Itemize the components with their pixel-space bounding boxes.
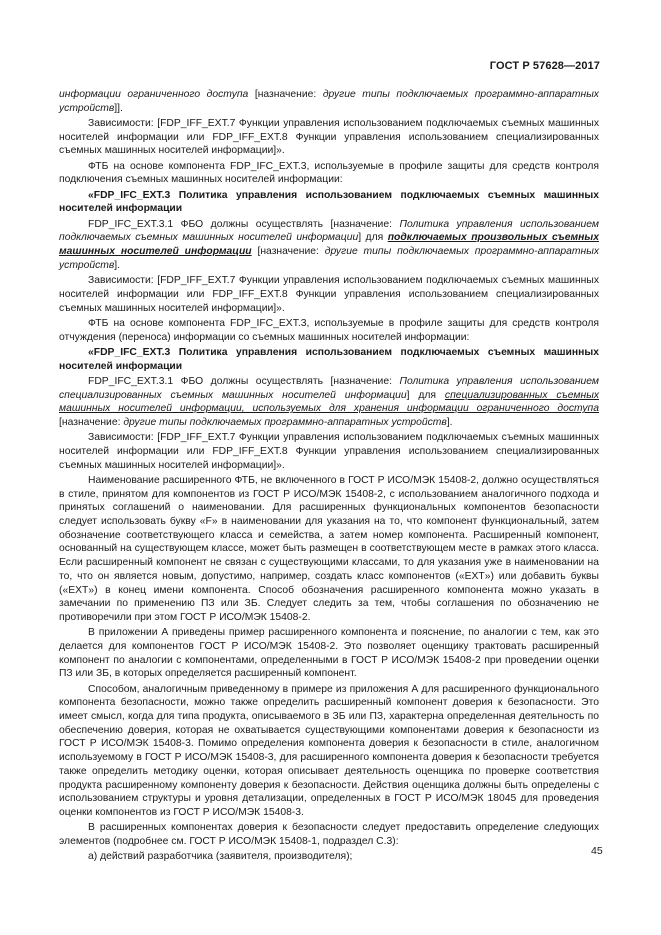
italic-text: информации ограниченного доступа (59, 89, 249, 100)
paragraph-assurance: Способом, аналогичным приведенному в примере из приложения А для расширенного функционального компонента безопасности, можно также определить расширенный компонент доверия к безопасности. Это имеет смысл, когда для типа продукта, описываемого в ЗБ или ПЗ, характерна определенная деятельность по обеспечению доверия, которая не охватывается существующими компонентами доверия к безопасности из ГОСТ Р ИСО/МЭК 15408-3. Помимо определения компонента доверия к безопасности в стиле, аналогичном используемому в ГОСТ Р ИСО/МЭК 15408-3, для расширенного компонента доверия к безопасности требуется также определить методику оценки, которая описывает деятельность оценщика по проверке соответствия продукта расширенному компоненту доверия к безопасности. Действия оценщика должны быть определены с использованием структуры и уровня детализации, определенных в ГОСТ Р ИСО/МЭК 18045 для проведения оценки компонентов из ГОСТ Р ИСО/МЭК 15408-3. (59, 683, 599, 818)
italic-text: другие типы подключаемых программно-аппаратных устройств (59, 89, 599, 114)
text: ]. (114, 259, 121, 271)
text: ]]. (114, 102, 123, 114)
text: FDP_IFC_EXT.3.1 ФБО должны осуществлять [назначение: (88, 375, 400, 387)
text: [назначение: (248, 89, 323, 100)
italic-text: другие типы подключаемых программно-аппаратных устройств (123, 416, 447, 428)
document-code-header: ГОСТ Р 57628—2017 (489, 60, 600, 72)
italic-text: другие типы подключаемых программно-аппаратных устройств (59, 246, 599, 271)
text: [назначение: (251, 246, 325, 258)
underlined-text: подключаемых произвольных съемных машинных носителей информации (59, 232, 599, 258)
page-number: 45 (591, 845, 603, 857)
text: [назначение: (59, 416, 124, 428)
italic-text: Политика управления использованием подключаемых съемных машинных носителей информации (59, 218, 599, 244)
text: ]. (446, 416, 453, 428)
text: FDP_IFC_EXT.3.1 ФБО должны осуществлять [назначение: (88, 218, 400, 230)
paragraph-element-2 (59, 375, 599, 430)
component-heading-2: «FDP_IFC_EXT.3 Политика управления использованием подключаемых съемных машинных носителей информации (59, 346, 599, 372)
paragraph-appendix: В приложении А приведены пример расширенного компонента и пояснение, по аналогии с тем, как это делается для компонентов ГОСТ Р ИСО/МЭК 15408-2. Это позволяет оценщику трактовать расширенный компонент по аналогии с компонентами, определенными в ГОСТ Р ИСО/МЭК 15408-2 при проведении оценки ПЗ или ЗБ, в которых определяется расширенный компонент. (59, 627, 599, 680)
paragraph-naming: Наименование расширенного ФТБ, не включенного в ГОСТ Р ИСО/МЭК 15408-2, должно осуществляться в стиле, принятом для компонентов из ГОСТ Р ИСО/МЭК 15408-2, с использованием аналогичного подхода и принятых соглашений о наименовании. Для расширенных функциональных компонентов безопасности следует использовать букву «F» в наименовании для указания на то, что компонент функциональный, затем обозначение соответствующего класса и семейства, а затем номер компонента. Расширенный компонент, основанный на существующем классе, может быть размещен в соответствующем месте в рамках этого класса. Если расширенный компонент не связан с существующими классами, то для указания уже в наименовании на то, что он является новым, допустимо, например, создать класс компонентов («EXT») или добавить буквы («EXT») в конец имени компонента. Способ обозначения расширенного компонента можно указать в замечании по применению ПЗ или ЗБ. Следует следить за тем, чтобы соглашения по обозначению не противоречили при этом ГОСТ Р ИСО/МЭК 15408-2. (59, 474, 599, 623)
paragraph-3: ФТБ на основе компонента FDP_IFC_EXT.3, используемые в профиле защиты для средств контроля подключения съемных машинных носителей информации: (59, 160, 599, 186)
paragraph-dependencies-3: Зависимости: [FDP_IFF_EXT.7 Функции управления использованием подключаемых съемных машинных носителей информации или FDP_IFF_EXT.8 Функции управления использованием специализированных съемных машинных носителей информации]». (59, 432, 599, 471)
paragraph-dependencies-1: Зависимости: [FDP_IFF_EXT.7 Функции управления использованием подключаемых съемных машинных носителей информации или FDP_IFF_EXT.8 Функции управления использованием специализированных съемных машинных носителей информации]». (59, 118, 599, 157)
paragraph-element-1 (59, 218, 599, 273)
list-item-a: а) действий разработчика (заявителя, производителя); (88, 851, 353, 863)
text: ] для (358, 232, 388, 244)
paragraph-1 (59, 88, 599, 115)
italic-text: Политика управления использованием специализированных съемных машинных носителей информации (59, 375, 599, 401)
paragraph-dependencies-2: Зависимости: [FDP_IFF_EXT.7 Функции управления использованием подключаемых съемных машинных носителей информации или FDP_IFF_EXT.8 Функции управления использованием специализированных съемных машинных носителей информации]». (59, 275, 599, 314)
text: ] для (406, 389, 445, 401)
component-heading-1: «FDP_IFC_EXT.3 Политика управления использованием подключаемых съемных машинных носителей информации (59, 189, 599, 215)
underlined-text: специализированных съемных машинных носителей информации, используемых для хранения информации ограниченного доступа (59, 389, 600, 415)
paragraph-elements: В расширенных компонентах доверия к безопасности следует предоставить определение следующих элементов (подробнее см. ГОСТ Р ИСО/МЭК 15408-1, подраздел С.3): (59, 822, 599, 847)
page-body (59, 88, 599, 866)
paragraph-7: ФТБ на основе компонента FDP_IFC_EXT.3, используемые в профиле защиты для средств контроля отчуждения (переноса) информации со съемных машинных носителей информации: (59, 317, 599, 343)
